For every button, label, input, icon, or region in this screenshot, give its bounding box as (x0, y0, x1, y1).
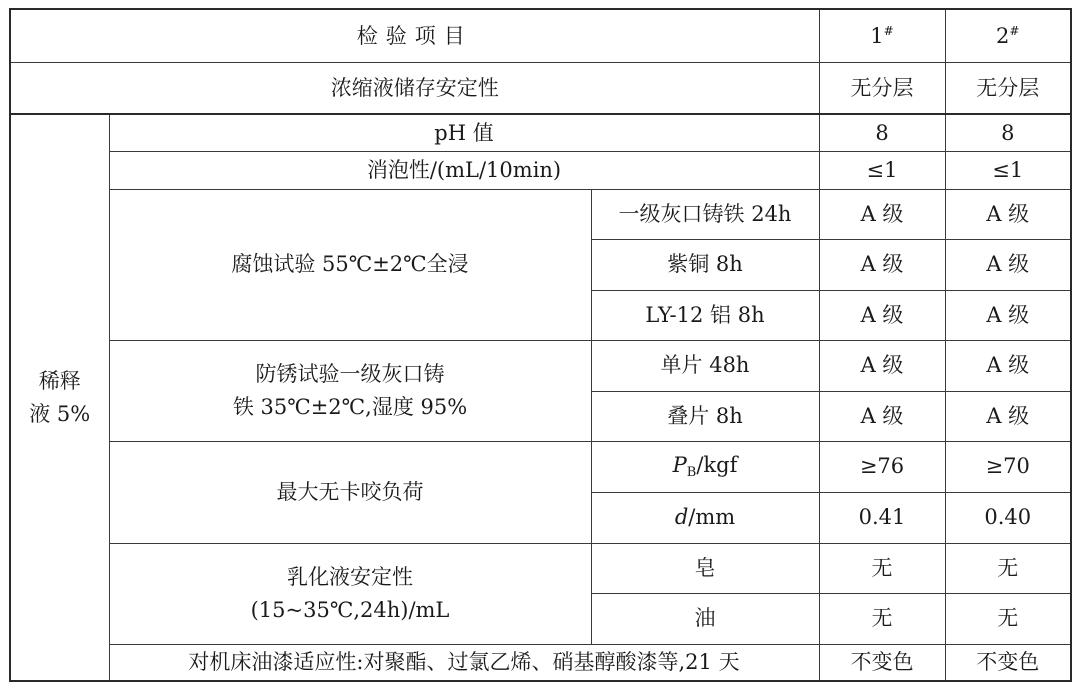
load-d-value-1: 0.41 (819, 492, 945, 543)
corrosion-item-value-2: A 级 (945, 189, 1071, 239)
paint-label: 对机床油漆适应性:对聚酯、过氯乙烯、硝基醇酸漆等,21 天 (109, 644, 819, 681)
paint-value-2: 不变色 (945, 644, 1071, 681)
load-row-pb (10, 441, 1071, 492)
rust-item-value-1: A 级 (819, 340, 945, 391)
load-d-label: d/mm (591, 492, 819, 543)
header-sample-1: 1# (819, 9, 945, 62)
ph-value-1: 8 (819, 114, 945, 151)
paint-row (10, 644, 1071, 681)
emulsion-item-value-1: 无 (819, 543, 945, 593)
emulsion-item-value-2: 无 (945, 593, 1071, 644)
foam-value-1: ≤1 (819, 151, 945, 189)
header-item-label: 检验项目 (10, 9, 819, 62)
header-row (10, 9, 1071, 62)
table-container (9, 8, 1072, 682)
load-pb-value-2: ≥70 (945, 441, 1071, 492)
emulsion-item-label: 皂 (591, 543, 819, 593)
emulsion-label: 乳化液安定性 (15~35℃,24h)/mL (109, 543, 591, 644)
rust-item-label: 单片 48h (591, 340, 819, 391)
corrosion-item-value-1: A 级 (819, 290, 945, 340)
corrosion-row-1 (10, 189, 1071, 239)
load-pb-value-1: ≥76 (819, 441, 945, 492)
emulsion-item-label: 油 (591, 593, 819, 644)
storage-value-2: 无分层 (945, 62, 1071, 114)
foam-label: 消泡性/(mL/10min) (109, 151, 819, 189)
rust-item-value-2: A 级 (945, 391, 1071, 441)
emulsion-row-1 (10, 543, 1071, 593)
paint-value-1: 不变色 (819, 644, 945, 681)
emulsion-item-value-2: 无 (945, 543, 1071, 593)
load-pb-label: $P_B$/kgf (591, 441, 819, 492)
ph-row (10, 114, 1071, 151)
test-results-table (9, 8, 1072, 682)
corrosion-item-label: LY-12 铝 8h (591, 290, 819, 340)
storage-label: 浓缩液储存安定性 (10, 62, 819, 114)
ph-label: pH 值 (109, 114, 819, 151)
corrosion-item-value-2: A 级 (945, 239, 1071, 290)
corrosion-item-value-2: A 级 (945, 290, 1071, 340)
dilute-label: 稀释 液 5% (10, 114, 109, 681)
rust-item-label: 叠片 8h (591, 391, 819, 441)
rust-item-value-2: A 级 (945, 340, 1071, 391)
storage-value-1: 无分层 (819, 62, 945, 114)
load-d-value-2: 0.40 (945, 492, 1071, 543)
corrosion-item-value-1: A 级 (819, 239, 945, 290)
ph-value-2: 8 (945, 114, 1071, 151)
foam-row (10, 151, 1071, 189)
corrosion-label: 腐蚀试验 55℃±2℃全浸 (109, 189, 591, 340)
header-sample-2: 2# (945, 9, 1071, 62)
corrosion-item-label: 一级灰口铸铁 24h (591, 189, 819, 239)
rust-item-value-1: A 级 (819, 391, 945, 441)
storage-row (10, 62, 1071, 114)
rust-row-1 (10, 340, 1071, 391)
corrosion-item-label: 紫铜 8h (591, 239, 819, 290)
corrosion-item-value-1: A 级 (819, 189, 945, 239)
rust-label: 防锈试验一级灰口铸 铁 35℃±2℃,湿度 95% (109, 340, 591, 441)
emulsion-item-value-1: 无 (819, 593, 945, 644)
foam-value-2: ≤1 (945, 151, 1071, 189)
load-label: 最大无卡咬负荷 (109, 441, 591, 543)
